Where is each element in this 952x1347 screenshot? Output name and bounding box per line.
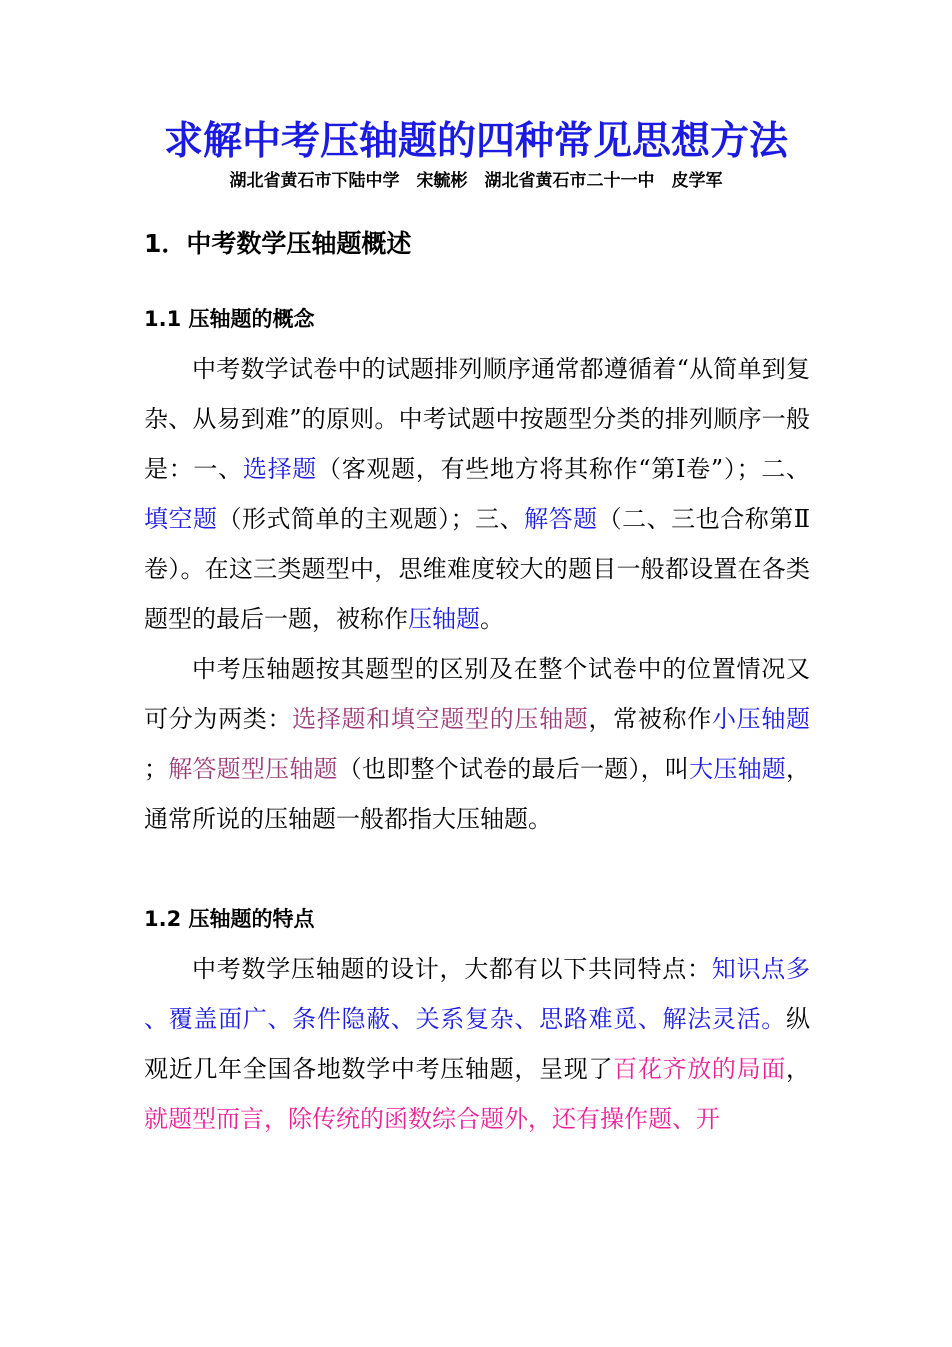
classification-paragraph (144, 644, 810, 844)
text-run: ； (144, 755, 168, 783)
text-run: 中考压轴题按其题型的区别及在整个试卷中的位置情况又可分为两类： (144, 655, 810, 733)
section-1-2-heading: 1.2 压轴题的特点 (144, 907, 315, 931)
keyword-pressure-question: 压轴题 (408, 605, 480, 633)
text-run: 纵观近几年全国各地数学中考压轴题，呈现了 (144, 1005, 810, 1083)
text-run: （也即整个试卷的最后一题），叫 (337, 755, 690, 783)
text-run: （客观题，有些地方将其称作“第Ⅰ卷”）；二、 (317, 455, 810, 483)
keyword-answer-question: 解答题 (524, 505, 598, 533)
keyword-question-types: 就题型而言，除传统的函数综合题外，还有操作题、开 (144, 1105, 720, 1133)
keyword-big-pressure: 大压轴题 (689, 755, 787, 783)
text-run: ，通常所说的压轴题一般都指大压轴题。 (144, 755, 811, 833)
text-run: 中考数学压轴题的设计，大都有以下共同特点： (192, 955, 712, 983)
text-run: 。 (480, 605, 504, 633)
document-title: 求解中考压轴题的四种常见思想方法 (163, 119, 788, 164)
keyword-features: 知识点多、覆盖面广、条件隐蔽、关系复杂、思路难觅、解法灵活。 (144, 955, 810, 1033)
concept-paragraph (144, 344, 810, 644)
keyword-choice-question: 选择题 (242, 455, 317, 483)
text-run: ， (786, 1055, 811, 1083)
text-run: 中考数学试卷中的试题排列顺序通常都遵循着“从简单到复杂、从易到难”的原则。中考试题中按题型分类的排列顺序一般是：一、 (144, 355, 810, 483)
text-run: （二、三也合称第Ⅱ卷）。在这三类题型中，思维难度较大的题目一般都设置在各类题型的最后一题，被称作 (144, 505, 811, 633)
text-run: （形式简单的主观题）；三、 (217, 505, 525, 533)
text-run: ，常被称作 (588, 705, 712, 733)
features-paragraph (144, 944, 810, 1144)
keyword-flourishing: 百花齐放的局面 (613, 1055, 787, 1083)
section-1-heading: 1．中考数学压轴题概述 (144, 229, 412, 258)
keyword-small-pressure: 小压轴题 (711, 705, 811, 733)
section-1-1-heading: 1.1 压轴题的概念 (144, 307, 315, 331)
keyword-small-type: 选择题和填空题型的压轴题 (292, 705, 589, 733)
author-line: 湖北省黄石市下陆中学 宋毓彬 湖北省黄石市二十一中 皮学军 (229, 171, 723, 191)
keyword-answer-type: 解答题型压轴题 (168, 755, 338, 783)
keyword-fill-blank: 填空题 (144, 505, 218, 533)
